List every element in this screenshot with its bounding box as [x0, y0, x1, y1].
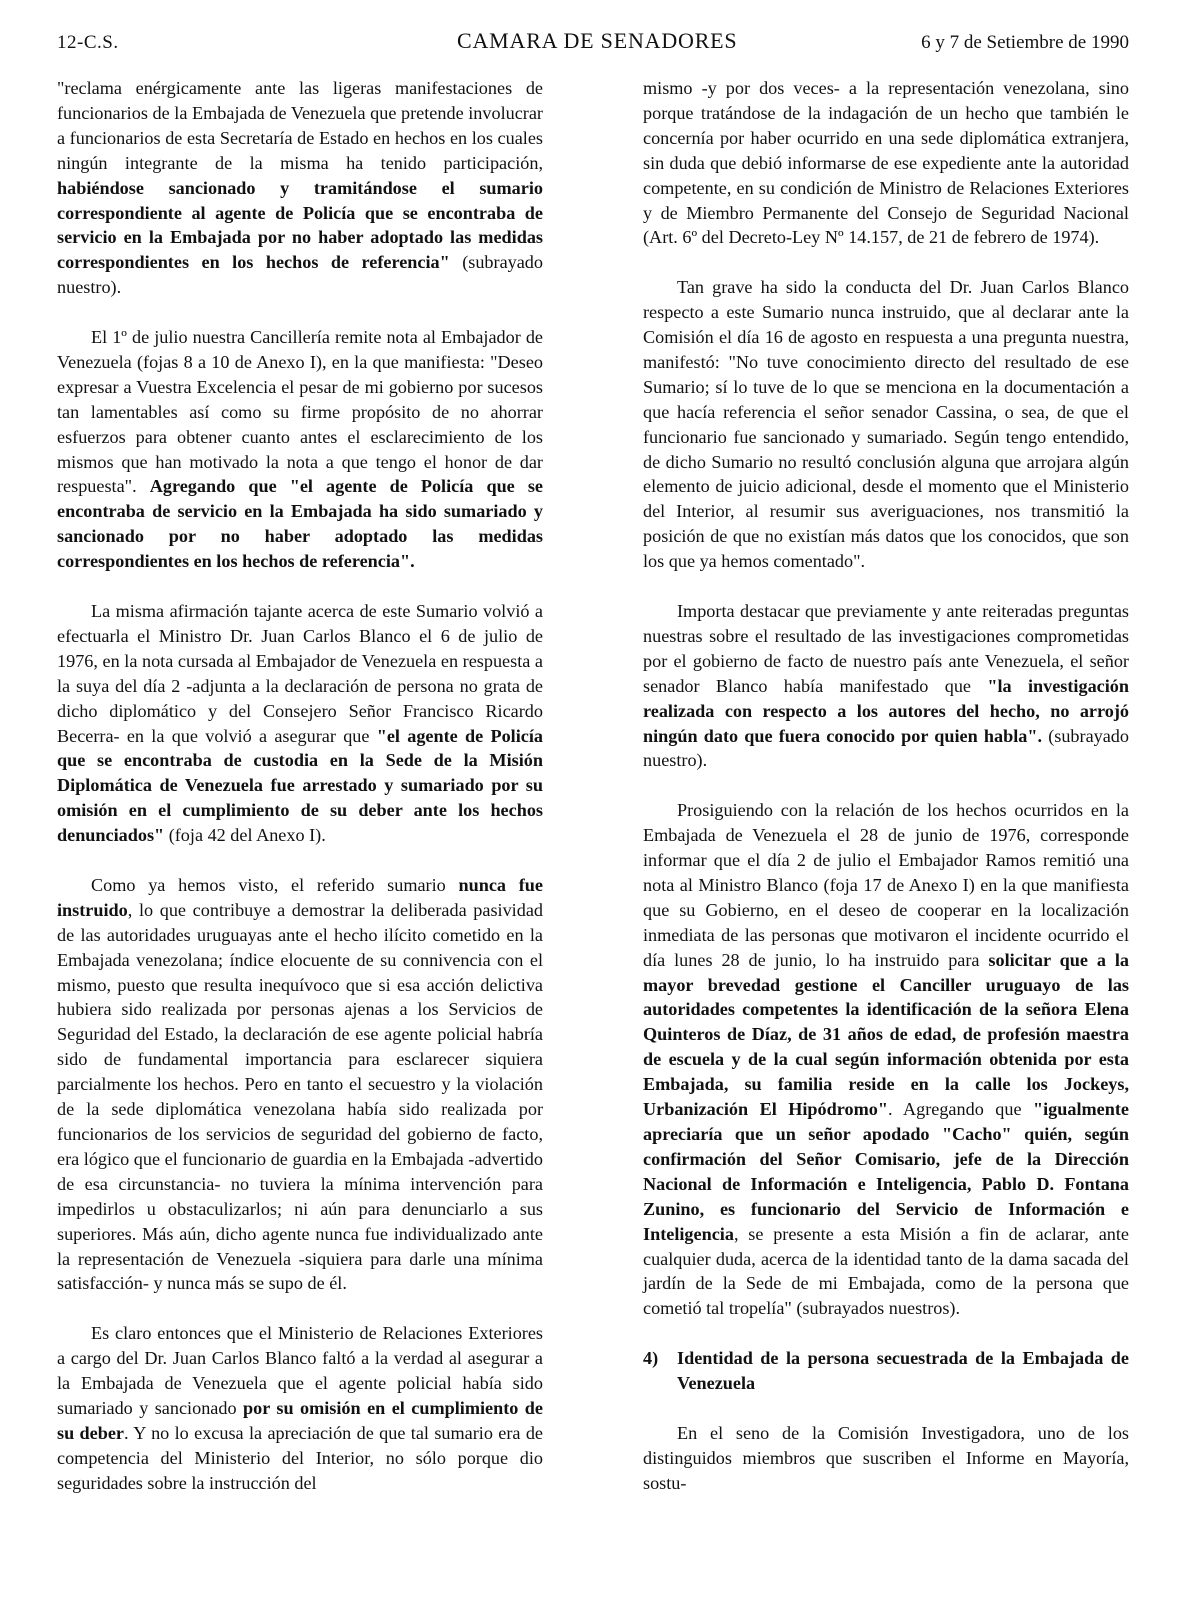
session-date: 6 y 7 de Setiembre de 1990 — [921, 32, 1129, 53]
text-run: El 1º de julio nuestra Cancillería remite nota al Embajador de Venezuela (fojas 8 a 10 de Anexo I), en la que manifiesta: "Deseo expresar a Vuestra Excelencia el pesar de mi gobierno por sucesos tan lamentables así como su firme propósito de no ahorrar esfuerzos para obtener cuanto antes el esclarecimiento de los mismos que han motivado la nota a que tengo el honor de dar respuesta". — [57, 327, 543, 497]
text-run: mismo -y por dos veces- a la representación venezolana, sino porque tratándose de la indagación de un hecho que también le concernía por haber ocurrido en una sede diplomática extranjera, sin duda que debió informarse de ese expediente ante la autoridad competente, en su condición de Ministro de Relaciones Exteriores y de Miembro Permanente del Consejo de Seguridad Nacional (Art. 6º del Decreto-Ley Nº 14.157, de 21 de febrero de 1974). — [643, 78, 1129, 248]
paragraph — [57, 599, 543, 848]
section-number: 4) — [643, 1348, 659, 1369]
paragraph — [643, 76, 1129, 250]
text-run: , lo que contribuye a demostrar la deliberada pasividad de las autoridades uruguayas ante el hecho ilícito cometido en la Embajada venezolana; índice elocuente de su connivencia con el mismo, puesto que resulta inequívoco que si esa acción delictiva hubiera sido realizada por personas ajenas a los Servicios de Seguridad del Estado, la declaración de ese agente policial habría sido de fundamental importancia para esclarecer siquiera parcialmente los hechos. Pero en tanto el secuestro y la violación de la sede diplomática venezolana había sido realizada por funcionarios de los servicios de seguridad del gobierno de facto, era lógico que el funcionario de guardia en la Embajada -advertido de esa circunstancia- no tuviera la mínima intervención para impedirlos u obstaculizarlos; ni aún para denunciarlo a sus superiores. Más aún, dicho agente nunca fue individualizado ante la representación de Venezuela -siquiera para darle una mínima satisfacción- y nunca más se supo de él. — [57, 899, 543, 1294]
emphasized-text: "igualmente apreciaría que un señor apodado "Cacho" quién, según confirmación del Señor Comisario, jefe de la Dirección Nacional de Información e Inteligencia, Pablo D. Fontana Zunino, es funcionario del Servicio de Información e Inteligencia — [643, 1099, 1129, 1244]
text-run: "reclama enérgicamente ante las ligeras manifestaciones de funcionarios de la Embajada de Venezuela que pretende involucrar a funcionarios de esta Secretaría de Estado en hechos en los cuales ningún integrante de la misma ha tenido participación, — [57, 78, 543, 173]
text-run: La misma afirmación tajante acerca de este Sumario volvió a efectuarla el Ministro Dr. Juan Carlos Blanco el 6 de julio de 1976, en la nota cursada al Embajador de Venezuela en respuesta a la suya del día 2 -adjunta a la declaración de persona no grata de dicho diplomático y del Consejero Señor Francisco Ricardo Becerra- en la que volvió a asegurar que — [57, 601, 543, 746]
text-run: (foja 42 del Anexo I). — [164, 825, 326, 846]
section-title: Identidad de la persona secuestrada de la Embajada de Venezuela — [677, 1348, 1129, 1394]
paragraph — [643, 275, 1129, 574]
emphasized-text: "la investigación realizada con respecto a los autores del hecho, no arrojó ningún dato que fuera conocido por quien habla". — [643, 675, 1129, 746]
paragraph — [57, 873, 543, 1296]
emphasized-text: "el agente de Policía que se encontraba de custodia en la Sede de la Misión Diplomática de Venezuela fue arrestado y sumariado por su omisión en el cumplimiento de su deber ante los hechos denunciados" — [57, 725, 543, 846]
text-run: En el seno de la Comisión Investigadora, uno de los distinguidos miembros que suscriben el Informe en Mayoría, sostu- — [643, 1422, 1129, 1493]
text-run: , se presente a esta Misión a fin de aclarar, ante cualquier duda, acerca de la identidad tanto de la dama sacada del jardín de la Sede de mi Embajada, como de la persona que cometió tal tropelía" (subrayados nuestros). — [643, 1223, 1129, 1319]
text-run: Prosiguiendo con la relación de los hechos ocurridos en la Embajada de Venezuela el 28 de junio de 1976, corresponde informar que el día 2 de julio el Embajador Ramos remitió una nota al Ministro Blanco (foja 17 de Anexo I) en la que manifiesta que su Gobierno, en el deseo de cooperar en la localización inmediata de las personas que motivaron el incidente ocurrido el día lunes 28 de junio, lo ha instruido para — [643, 800, 1129, 970]
emphasized-text: solicitar que a la mayor brevedad gestione el Canciller uruguayo de las autoridades competentes la identificación de la señora Elena Quinteros de Díaz, de 31 años de edad, de profesión maestra de escuela y de la cual según información obtenida por esta Embajada, su familia reside en la calle los Jockeys, Urbanización El Hipódromo" — [643, 949, 1129, 1120]
text-run: Como ya hemos visto, el referido sumario — [91, 874, 459, 895]
text-run: (subrayado nuestro). — [57, 252, 543, 298]
paragraph — [643, 1421, 1129, 1496]
text-run: . Y no lo excusa la apreciación de que tal sumario era de competencia del Ministerio del Interior, no sólo porque dio seguridades sobre la instrucción del — [57, 1422, 544, 1493]
text-run: . Agregando que — [887, 1099, 1034, 1120]
publication-title: CAMARA DE SENADORES — [457, 28, 738, 53]
page-number: 12-C.S. — [57, 32, 119, 53]
emphasized-text: Agregando que "el agente de Policía que se encontraba de servicio en la Embajada ha sido sumariado y sancionado por no haber adoptado las medidas correspondientes en los hechos de referencia". — [57, 476, 543, 572]
text-run: (subrayado nuestro). — [643, 725, 1129, 771]
page-header — [57, 28, 1129, 56]
paragraph — [57, 1321, 543, 1495]
right-text-column — [643, 76, 1129, 1520]
paragraph — [57, 76, 543, 300]
section-heading — [643, 1346, 1129, 1396]
left-text-column — [57, 76, 543, 1520]
paragraph — [643, 599, 1129, 773]
paragraph — [57, 325, 543, 574]
text-run: Tan grave ha sido la conducta del Dr. Juan Carlos Blanco respecto a este Sumario nunca instruido, que al declarar ante la Comisión el día 16 de agosto en respuesta a una pregunta nuestra, manifestó: "No tuve conocimiento directo del resultado de ese Sumario; sí lo tuve de lo que se menciona en la documentación a que hacía referencia el señor senador Cassina, o sea, de que el funcionario fue sancionado y sumariado. Según tengo entendido, de dicho Sumario no resultó conclusión alguna que arrojara algún elemento de juicio adicional, desde el momento que el Ministerio del Interior, al resumir sus averiguaciones, nos transmitió la posición de que no existían más datos que los conocidos, que son los que ya hemos comentado". — [643, 277, 1129, 572]
text-run: Importa destacar que previamente y ante reiteradas preguntas nuestras sobre el resultado de las investigaciones comprometidas por el gobierno de facto de nuestro país ante Venezuela, el señor senador Blanco había manifestado que — [643, 601, 1129, 696]
paragraph — [643, 798, 1129, 1321]
emphasized-text: nunca fue instruido — [57, 874, 543, 920]
emphasized-text: por su omisión en el cumplimiento de su deber — [57, 1397, 543, 1443]
text-run: Es claro entonces que el Ministerio de Relaciones Exteriores a cargo del Dr. Juan Carlos Blanco faltó a la verdad al asegurar a la Embajada de Venezuela que el agente policial había sido sumariado y sancionado — [57, 1323, 543, 1418]
emphasized-text: habiéndose sancionado y tramitándose el sumario correspondiente al agente de Policía que se encontraba de servicio en la Embajada por no haber adoptado las medidas correspondientes en los hechos de referencia" — [57, 177, 543, 273]
